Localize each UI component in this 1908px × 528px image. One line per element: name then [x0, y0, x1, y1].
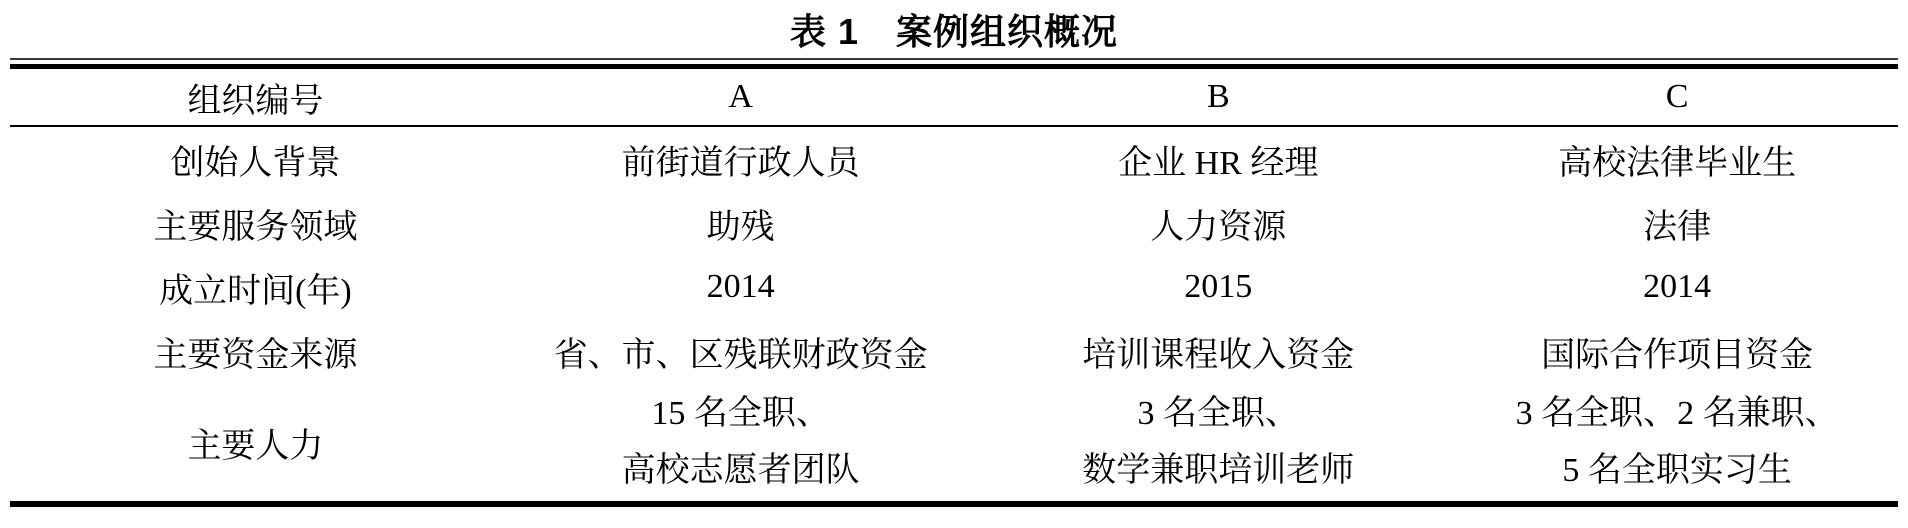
data-cell — [1456, 383, 1898, 501]
data-cell-line: 3 名全职、 — [1137, 395, 1300, 432]
header-cell-org-b: B — [980, 69, 1456, 126]
data-cell-line: 数学兼职培训老师 — [1082, 452, 1355, 489]
table-row-founder-background — [10, 126, 1898, 191]
data-cell — [501, 383, 981, 501]
table-row-founding-year — [10, 255, 1898, 319]
data-cell-line: 高校志愿者团队 — [621, 452, 860, 489]
case-overview-table — [10, 69, 1898, 501]
table-row-main-staff — [10, 383, 1898, 501]
data-cell: 人力资源 — [1150, 208, 1287, 246]
data-cell: 前街道行政人员 — [621, 144, 860, 182]
row-label: 主要人力 — [187, 427, 324, 465]
data-cell: 高校法律毕业生 — [1558, 144, 1797, 182]
row-label: 成立时间(年) — [159, 272, 352, 310]
data-cell: 培训课程收入资金 — [1082, 336, 1355, 374]
data-cell: 助残 — [706, 208, 775, 246]
data-cell: 2014 — [706, 268, 775, 305]
data-cell: 省、市、区残联财政资金 — [553, 336, 928, 374]
table-row-service-area — [10, 191, 1898, 255]
bottom-rule — [10, 501, 1898, 507]
data-cell: 2014 — [1643, 268, 1712, 305]
table-title: 表 1 案例组织概况 — [789, 10, 1119, 52]
data-cell-line: 15 名全职、 — [651, 395, 830, 432]
header-row — [10, 69, 1898, 126]
row-label: 主要资金来源 — [153, 336, 358, 374]
header-cell-org-c: C — [1456, 69, 1898, 126]
data-cell-line: 5 名全职实习生 — [1562, 452, 1792, 489]
table-row-funding-source — [10, 319, 1898, 383]
data-cell: 企业 HR 经理 — [1118, 144, 1319, 182]
row-label: 主要服务领域 — [153, 208, 358, 246]
data-cell: 2015 — [1184, 268, 1253, 305]
data-cell-line: 3 名全职、2 名兼职、 — [1515, 395, 1839, 432]
row-label: 创始人背景 — [170, 144, 341, 182]
data-cell: 法律 — [1643, 208, 1712, 246]
data-cell: 国际合作项目资金 — [1541, 336, 1814, 374]
header-cell-org-a: A — [501, 69, 981, 126]
data-cell — [980, 383, 1456, 501]
top-rule-thin — [10, 58, 1898, 60]
header-cell-row-label: 组织编号 — [10, 69, 501, 126]
